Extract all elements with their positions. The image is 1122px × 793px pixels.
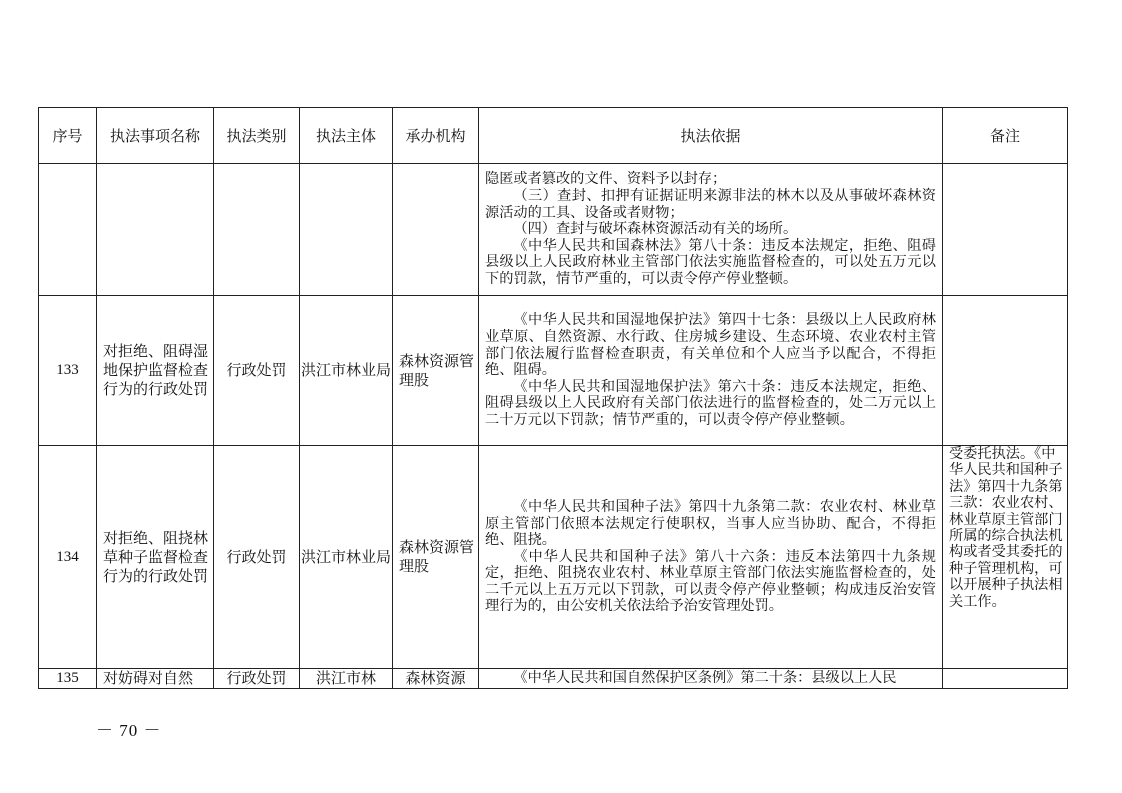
enforcement-table xyxy=(38,107,1068,689)
basis-paragraph: （三）查封、扣押有证据证明来源非法的林木以及从事破坏森林资源活动的工具、设备或者财物； xyxy=(485,188,936,221)
basis-paragraph: 《中华人民共和国湿地保护法》第四十七条：县级以上人民政府林业草原、自然资源、水行政、住房城乡建设、生态环境、农业农村主管部门依法履行监督检查职责，有关单位和个人应当予以配合，不得拒绝、阻碍。 xyxy=(485,312,936,379)
subject-cell: 洪江市林业局 xyxy=(300,296,393,446)
basis-paragraph: 隐匿或者篡改的文件、资料予以封存； xyxy=(485,171,727,188)
item-name-cell: 对妨碍对自然 xyxy=(97,669,214,689)
remark-cell xyxy=(943,164,1068,296)
agency-cell: 森林资源 xyxy=(393,669,479,689)
header-category: 执法类别 xyxy=(214,108,300,164)
subject-cell: 洪江市林业局 xyxy=(300,446,393,669)
seq-cell: 135 xyxy=(39,669,97,689)
agency-cell xyxy=(393,164,479,296)
table-row xyxy=(39,669,1068,689)
basis-cell xyxy=(479,446,943,669)
remark-cell xyxy=(943,669,1068,689)
basis-cell xyxy=(479,296,943,446)
table-header-row xyxy=(39,108,1068,164)
table-row xyxy=(39,296,1068,446)
header-agency: 承办机构 xyxy=(393,108,479,164)
basis-paragraph: 《中华人民共和国森林法》第八十条：违反本法规定，拒绝、阻碍县级以上人民政府林业主管部门依法实施监督检查的，可以处五万元以下的罚款，情节严重的，可以责令停产停业整顿。 xyxy=(485,237,936,287)
subject-cell xyxy=(300,164,393,296)
seq-cell: 134 xyxy=(39,446,97,669)
basis-cell xyxy=(479,164,943,296)
header-basis: 执法依据 xyxy=(479,108,943,164)
category-cell: 行政处罚 xyxy=(214,296,300,446)
basis-cell xyxy=(479,669,943,689)
header-remark: 备注 xyxy=(943,108,1068,164)
remark-cell: 受委托执法。《中华人民共和国种子法》第四十九条第三款：农业农村、林业草原主管部门所属的综合执法机构或者受其委托的种子管理机构，可以开展种子执法相关工作。 xyxy=(943,446,1068,669)
table-row xyxy=(39,446,1068,669)
agency-cell: 森林资源管理股 xyxy=(393,446,479,669)
header-seq: 序号 xyxy=(39,108,97,164)
basis-paragraph: 《中华人民共和国种子法》第四十九条第二款：农业农村、林业草原主管部门依照本法规定行使职权，当事人应当协助、配合，不得拒绝、阻挠。 xyxy=(485,498,936,549)
category-cell xyxy=(214,164,300,296)
seq-cell: 133 xyxy=(39,296,97,446)
seq-cell xyxy=(39,164,97,296)
item-name-cell: 对拒绝、阻碍湿地保护监督检查行为的行政处罚 xyxy=(97,296,214,446)
item-name-cell xyxy=(97,164,214,296)
basis-paragraph: 《中华人民共和国湿地保护法》第六十条：违反本法规定，拒绝、阻碍县级以上人民政府有关部门依法进行的监督检查的，处二万元以上二十万元以下罚款；情节严重的，可以责令停产停业整顿。 xyxy=(485,378,936,428)
remark-cell xyxy=(943,296,1068,446)
basis-paragraph: 《中华人民共和国自然保护区条例》第二十条：县级以上人民 xyxy=(513,670,897,687)
basis-paragraph: 《中华人民共和国种子法》第八十六条：违反本法第四十九条规定，拒绝、阻挠农业农村、林业草原主管部门依法实施监督检查的，处二千元以上五万元以下罚款，可以责令停产停业整顿；构成违反治安管理行为的，由公安机关依法给予治安管理处罚。 xyxy=(485,548,936,615)
header-subject: 执法主体 xyxy=(300,108,393,164)
category-cell: 行政处罚 xyxy=(214,669,300,689)
header-item-name: 执法事项名称 xyxy=(97,108,214,164)
agency-cell: 森林资源管理股 xyxy=(393,296,479,446)
table-row xyxy=(39,164,1068,296)
subject-cell: 洪江市林 xyxy=(300,669,393,689)
basis-paragraph: （四）查封与破坏森林资源活动有关的场所。 xyxy=(513,221,798,238)
category-cell: 行政处罚 xyxy=(214,446,300,669)
item-name-cell: 对拒绝、阻挠林草种子监督检查行为的行政处罚 xyxy=(97,446,214,669)
page-number: － 70 － xyxy=(96,721,162,740)
